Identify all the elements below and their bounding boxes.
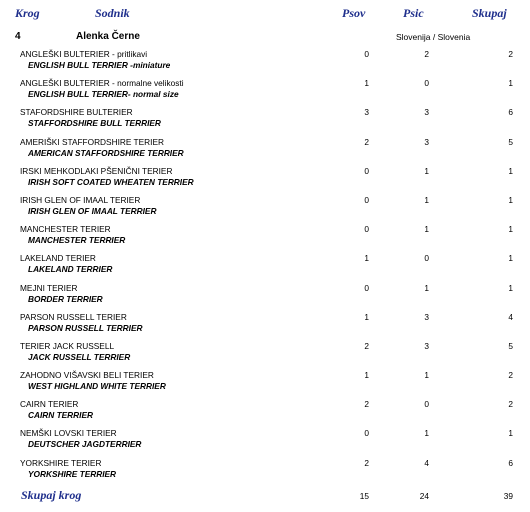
ring-total-label: Skupaj krog [21, 488, 82, 502]
breed-psic-count: 1 [424, 194, 429, 205]
breed-row [0, 340, 530, 369]
breed-english-name: JACK RUSSELL TERRIER [28, 351, 131, 362]
breed-row [0, 311, 530, 340]
breed-skupaj-count: 1 [508, 224, 513, 235]
breed-psov-count: 3 [364, 107, 369, 118]
judge-name: Alenka Černe [76, 31, 140, 42]
breed-english-name: IRISH SOFT COATED WHEATEN TERRIER [28, 176, 194, 187]
breed-row [0, 106, 530, 135]
breed-skupaj-count: 1 [508, 253, 513, 264]
breed-local-name: NEMŠKI LOVSKI TERIER [20, 428, 117, 439]
breed-english-name: IRISH GLEN OF IMAAL TERRIER [28, 205, 157, 216]
breed-psic-count: 4 [424, 457, 429, 468]
breed-row [0, 194, 530, 223]
breed-psov-count: 2 [364, 136, 369, 147]
ring-number: 4 [15, 31, 21, 42]
breed-local-name: TERIER JACK RUSSELL [20, 340, 115, 351]
breed-english-name: MANCHESTER TERRIER [28, 235, 126, 246]
breed-skupaj-count: 1 [508, 194, 513, 205]
breed-psic-count: 1 [424, 282, 429, 293]
breed-psic-count: 2 [424, 49, 429, 59]
breed-psov-count: 1 [364, 370, 369, 381]
breed-psic-count: 3 [424, 136, 429, 147]
breed-local-name: STAFORDSHIRE BULTERIER [20, 107, 133, 118]
breed-english-name: PARSON RUSSELL TERRIER [28, 322, 143, 333]
total-psov: 15 [359, 491, 369, 501]
breed-skupaj-count: 6 [508, 107, 513, 118]
header-psic: Psic [403, 6, 424, 20]
judge-row [0, 31, 530, 45]
breed-psov-count: 0 [364, 194, 369, 205]
breed-local-name: ANGLEŠKI BULTERIER - normalne velikosti [20, 78, 184, 89]
breed-skupaj-count: 1 [508, 78, 513, 89]
breed-row [0, 427, 530, 456]
breed-psic-count: 1 [424, 224, 429, 235]
breed-row [0, 369, 530, 398]
breed-skupaj-count: 6 [508, 457, 513, 468]
breed-local-name: ZAHODNO VIŠAVSKI BELI TERIER [20, 370, 154, 381]
breed-english-name: ENGLISH BULL TERRIER -miniature [28, 60, 171, 70]
judge-country: Slovenija / Slovenia [396, 32, 471, 42]
breed-row [0, 398, 530, 427]
breed-local-name: PARSON RUSSELL TERIER [20, 311, 127, 322]
header-skupaj: Skupaj [472, 6, 507, 20]
breed-psic-count: 0 [424, 78, 429, 89]
breed-psov-count: 2 [364, 340, 369, 351]
breed-local-name: LAKELAND TERIER [20, 253, 96, 264]
breed-english-name: STAFFORDSHIRE BULL TERRIER [28, 118, 161, 129]
breed-psov-count: 1 [364, 78, 369, 89]
breed-psov-count: 1 [364, 311, 369, 322]
total-skupaj: 39 [503, 491, 513, 501]
header-psov: Psov [342, 6, 366, 20]
breed-skupaj-count: 1 [508, 282, 513, 293]
breed-row [0, 457, 530, 486]
breed-row [0, 252, 530, 281]
breed-english-name: WEST HIGHLAND WHITE TERRIER [28, 381, 166, 392]
breed-english-name: LAKELAND TERRIER [28, 264, 113, 275]
breed-english-name: BORDER TERRIER [28, 293, 103, 304]
breed-psov-count: 0 [364, 49, 369, 59]
breed-english-name: AMERICAN STAFFORDSHIRE TERRIER [28, 147, 184, 158]
breed-skupaj-count: 4 [508, 311, 513, 322]
breed-english-name: YORKSHIRE TERRIER [28, 468, 117, 479]
breed-english-name: CAIRN TERRIER [28, 410, 93, 421]
breed-skupaj-count: 2 [508, 49, 513, 59]
breed-psic-count: 1 [424, 428, 429, 439]
breed-psic-count: 1 [424, 165, 429, 176]
breed-psov-count: 0 [364, 282, 369, 293]
breed-row [0, 77, 530, 106]
breed-row [0, 223, 530, 252]
total-psic: 24 [419, 491, 429, 501]
breed-english-name: DEUTSCHER JAGDTERRIER [28, 439, 142, 450]
breed-local-name: ANGLEŠKI BULTERIER - pritlikavi [20, 49, 148, 59]
breed-list [0, 48, 530, 486]
breed-local-name: AMERIŠKI STAFFORDSHIRE TERIER [20, 136, 164, 147]
breed-local-name: YORKSHIRE TERIER [20, 457, 102, 468]
breed-local-name: IRISH GLEN OF IMAAL TERIER [20, 194, 141, 205]
breed-local-name: MEJNI TERIER [20, 282, 78, 293]
breed-psic-count: 3 [424, 107, 429, 118]
ring-total-row [0, 488, 530, 504]
breed-local-name: IRSKI MEHKODLAKI PŠENIČNI TERIER [20, 165, 173, 176]
breed-local-name: MANCHESTER TERIER [20, 224, 111, 235]
breed-local-name: CAIRN TERIER [20, 399, 79, 410]
breed-psic-count: 0 [424, 399, 429, 410]
breed-psic-count: 0 [424, 253, 429, 264]
breed-row [0, 165, 530, 194]
breed-psic-count: 1 [424, 370, 429, 381]
breed-skupaj-count: 5 [508, 136, 513, 147]
header-sodnik: Sodnik [95, 6, 130, 20]
breed-skupaj-count: 2 [508, 399, 513, 410]
breed-skupaj-count: 1 [508, 428, 513, 439]
breed-skupaj-count: 1 [508, 165, 513, 176]
breed-row [0, 282, 530, 311]
breed-psic-count: 3 [424, 340, 429, 351]
breed-row [0, 136, 530, 165]
breed-skupaj-count: 5 [508, 340, 513, 351]
breed-psov-count: 2 [364, 399, 369, 410]
breed-psov-count: 0 [364, 428, 369, 439]
breed-psov-count: 0 [364, 224, 369, 235]
breed-psov-count: 0 [364, 165, 369, 176]
breed-row [0, 48, 530, 77]
breed-psov-count: 1 [364, 253, 369, 264]
breed-english-name: ENGLISH BULL TERRIER- normal size [28, 89, 179, 100]
breed-skupaj-count: 2 [508, 370, 513, 381]
header-krog: Krog [15, 6, 40, 20]
breed-psov-count: 2 [364, 457, 369, 468]
breed-psic-count: 3 [424, 311, 429, 322]
